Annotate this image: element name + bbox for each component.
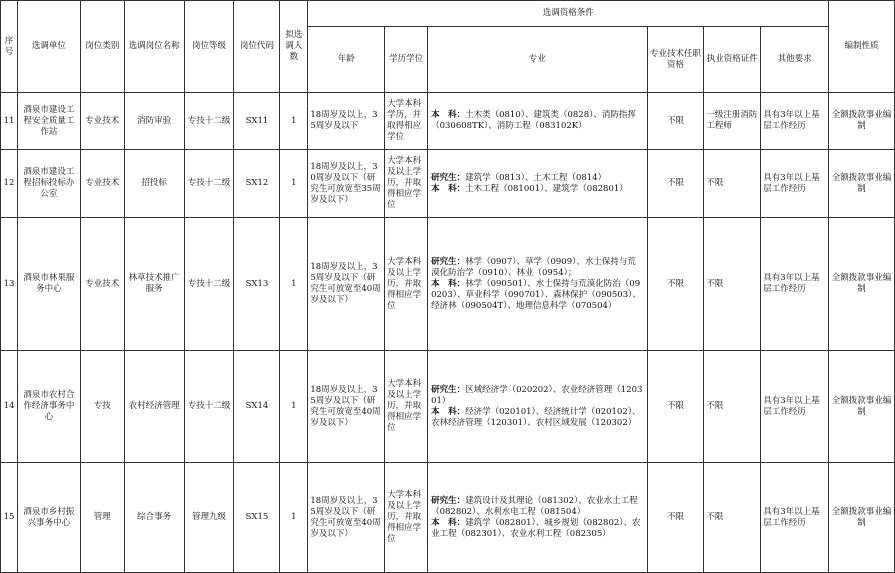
row-education: 大学本科学历，并取得相应学位 [385, 93, 428, 150]
row-practice-cert: 不限 [704, 351, 761, 463]
header-establishment: 编制性质 [829, 1, 895, 93]
major-entry [431, 184, 643, 195]
row-post-level: 专技十二级 [184, 351, 234, 463]
row-post-type: 专技 [80, 351, 124, 463]
row-post-code: SX14 [234, 351, 280, 463]
row-age: 18周岁及以上，30周岁及以下（研究生可放宽至35周岁及以下） [308, 150, 385, 218]
row-count: 1 [280, 150, 308, 218]
row-post-code: SX11 [234, 93, 280, 150]
major-entry [431, 173, 643, 184]
major-level-tag: 本 科： [431, 183, 466, 194]
table-row [1, 218, 895, 351]
table-row [1, 93, 895, 150]
major-entry [431, 385, 643, 407]
header-other: 其他要求 [761, 27, 829, 93]
row-seq: 11 [1, 93, 18, 150]
row-post-level: 专技十二级 [184, 150, 234, 218]
header-row-top [1, 1, 895, 27]
row-practice-cert: 一级注册消防工程师 [704, 93, 761, 150]
major-entry [431, 407, 643, 429]
header-unit: 选调单位 [17, 1, 80, 93]
row-other: 具有3年以上基层工作经历 [761, 93, 829, 150]
row-establishment: 全额拨款事业编制 [829, 351, 895, 463]
row-post-level: 专技十二级 [184, 218, 234, 351]
row-post-level: 管理九级 [184, 463, 234, 573]
major-level-tag: 本 科： [431, 110, 466, 120]
row-establishment: 全额拨款事业编制 [829, 463, 895, 573]
row-major [428, 150, 647, 218]
row-age: 18周岁及以上，35周岁及以下（研究生可放宽至40周岁及以下） [308, 218, 385, 351]
row-other: 具有3年以上基层工作经历 [761, 463, 829, 573]
row-post-name: 综合事务 [124, 463, 184, 573]
major-list-text: 林学（090501）、水土保持与荒漠化防治（090203）、草业科学（090701）、森林保护（090503）、经济林（090504T）、地理信息科学（070504） [431, 278, 641, 311]
row-post-type: 专业技术 [80, 218, 124, 351]
row-post-type: 管理 [80, 463, 124, 573]
header-major: 专业 [428, 27, 647, 93]
row-education: 大学本科及以上学历，并取得相应学位 [385, 351, 428, 463]
row-education: 大学本科及以上学历，并取得相应学位 [385, 218, 428, 351]
header-conditions: 选调资格条件 [308, 1, 829, 27]
major-level-tag: 本 科： [431, 517, 466, 528]
major-level-tag: 研究生： [431, 172, 466, 183]
table-row [1, 351, 895, 463]
row-education: 大学本科及以上学历，并取得相应学位 [385, 463, 428, 573]
row-post-name: 消防审验 [124, 93, 184, 150]
row-seq: 13 [1, 218, 18, 351]
row-seq: 14 [1, 351, 18, 463]
row-unit: 酒泉市建设工程安全质量工作站 [17, 93, 80, 150]
major-list-text: 土木类（0810）、建筑类（0828）、消防指挥（030608TK）、消防工程（083102K） [431, 110, 636, 131]
major-list-text: 建筑设计及其理论（081302）、农业水土工程（082802）、水利水电工程（081504） [431, 495, 638, 517]
row-unit: 酒泉市农村合作经济事务中心 [17, 351, 80, 463]
row-other: 具有3年以上基层工作经历 [761, 150, 829, 218]
header-post-level: 岗位等级 [184, 1, 234, 93]
row-count: 1 [280, 93, 308, 150]
row-other: 具有3年以上基层工作经历 [761, 351, 829, 463]
row-post-name: 招投标 [124, 150, 184, 218]
row-post-code: SX12 [234, 150, 280, 218]
row-establishment: 全额拨款事业编制 [829, 93, 895, 150]
row-education: 大学本科及以上学历，并取得相应学位 [385, 150, 428, 218]
row-establishment: 全额拨款事业编制 [829, 150, 895, 218]
header-seq: 序号 [1, 1, 18, 93]
header-count: 拟选调人数 [280, 1, 308, 93]
row-major [428, 351, 647, 463]
header-tech-title: 专业技术任职资格 [647, 27, 704, 93]
major-entry [431, 257, 643, 279]
row-count: 1 [280, 351, 308, 463]
row-tech-title: 不限 [647, 463, 704, 573]
header-post-type: 岗位类别 [80, 1, 124, 93]
major-entry [431, 110, 643, 132]
row-major [428, 93, 647, 150]
header-age: 年龄 [308, 27, 385, 93]
row-age: 18周岁及以上，35周岁及以下（研究生可放宽至40周岁及以下） [308, 351, 385, 463]
row-post-code: SX15 [234, 463, 280, 573]
row-major [428, 218, 647, 351]
table-row [1, 150, 895, 218]
row-seq: 15 [1, 463, 18, 573]
row-practice-cert: 不限 [704, 150, 761, 218]
major-level-tag: 本 科： [431, 406, 466, 417]
row-post-type: 专业技术 [80, 93, 124, 150]
major-level-tag: 研究生： [431, 495, 466, 506]
table-body [1, 93, 895, 573]
major-list-text: 土木工程（081001）、建筑学（082801） [465, 183, 628, 194]
header-post-code: 岗位代码 [234, 1, 280, 93]
major-entry [431, 279, 643, 312]
row-unit: 酒泉市林果服务中心 [17, 218, 80, 351]
row-practice-cert: 不限 [704, 218, 761, 351]
row-post-name: 林草技术推广服务 [124, 218, 184, 351]
major-level-tag: 研究生： [431, 384, 466, 395]
major-list-text: 建筑学（0813）、土木工程（0814） [465, 172, 607, 183]
row-tech-title: 不限 [647, 218, 704, 351]
row-tech-title: 不限 [647, 150, 704, 218]
row-tech-title: 不限 [647, 93, 704, 150]
major-list-text: 经济学（020101）、经济统计学（020102）、农林经济管理（120301）、农村区域发展（120302） [431, 406, 641, 428]
major-level-tag: 本 科： [431, 278, 466, 289]
row-post-type: 专业技术 [80, 150, 124, 218]
row-unit: 酒泉市乡村振兴事务中心 [17, 463, 80, 573]
row-post-level: 专技十二级 [184, 93, 234, 150]
row-age: 18周岁及以上，35周岁及以下 [308, 93, 385, 150]
row-other: 具有3年以上基层工作经历 [761, 218, 829, 351]
major-list-text: 林学（0907）、草学（0909）、水土保持与荒漠化防治学（0910）、林业（0954）； [431, 256, 636, 278]
row-post-name: 农村经济管理 [124, 351, 184, 463]
row-count: 1 [280, 463, 308, 573]
header-post-name: 选调岗位名称 [124, 1, 184, 93]
header-education: 学历学位 [385, 27, 428, 93]
row-post-code: SX13 [234, 218, 280, 351]
major-entry [431, 496, 643, 518]
row-practice-cert: 不限 [704, 463, 761, 573]
row-seq: 12 [1, 150, 18, 218]
major-list-text: 区域经济学（020202）、农业经济管理（120301） [431, 384, 643, 406]
table-row [1, 463, 895, 573]
row-tech-title: 不限 [647, 351, 704, 463]
row-count: 1 [280, 218, 308, 351]
major-list-text: 建筑学（082801）、城乡规划（082802）、农业工程（082301）、农业水利工程（082305） [431, 517, 641, 539]
row-major [428, 463, 647, 573]
row-establishment: 全额拨款事业编制 [829, 218, 895, 351]
header-practice-cert: 执业资格证件 [704, 27, 761, 93]
row-age: 18周岁及以上，35周岁及以下（研究生可放宽至40周岁及以下） [308, 463, 385, 573]
major-entry [431, 518, 643, 540]
row-unit: 酒泉市建设工程招标投标办公室 [17, 150, 80, 218]
major-level-tag: 研究生： [431, 256, 466, 267]
